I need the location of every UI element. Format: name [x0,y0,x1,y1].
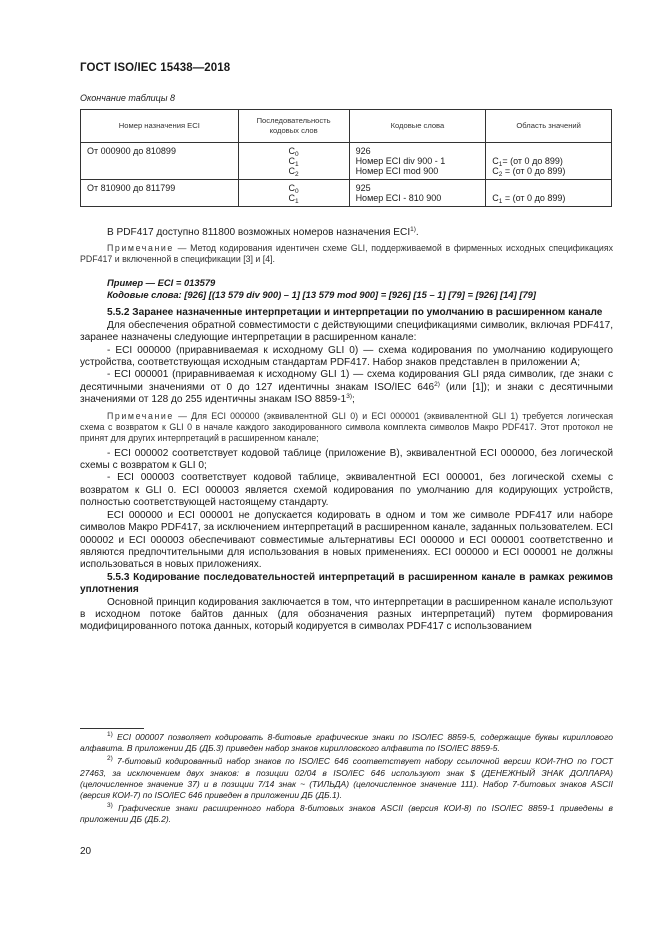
header-codewords: Кодовые слова [349,110,486,143]
table-header-row [81,110,612,143]
footnote-separator [80,728,144,729]
footnote: $^{2)}$ 7-битовый кодированный набор знаков по ISO/IEC 646 соответствует набору ссылочной версии КОИ-7НО по ГОСТ 27463, за исключением двух знаков: в позиции 02/04 в ISO/IEC 646 используют знак $ (ДЕНЕЖНЫЙ ЗНАК ДОЛЛАРА) (целочисленное значение 37) и в позиции 7/14 знак ~ (ТИЛЬДА) (целочисленное значение 111). Набор 7-битовых знаков ASCII (версия КОИ-7) по ISO/IEC 646 приведен в приложении ДБ (ДБ.1). [80,755,613,801]
note-paragraph: Примечание — Метод кодирования идентичен схеме GLI, поддерживаемой в фирменных исходных спецификациях PDF417 и включенной в спецификации [3] и [4]. [80,243,613,265]
example-codewords: Кодовые слова: [926] [(13 579 div 900) – 1] [13 579 mod 900] = [926] [15 – 1] [79] = [926] [14] [79] [107,289,537,301]
footnotes [80,732,613,828]
footnote: $^{1)}$ ECI 000007 позволяет кодировать 8-битовые графические знаки по ISO/IEC 8859-5, содержащие буквы кириллового алфавита. В приложении ДБ (ДБ.3) приведен набор знаков кирилловского алфавита по ISO/IEC 8859-5. [80,731,613,754]
note-paragraph: Примечание — Для ECI 000000 (эквивалентной GLI 0) и ECI 000001 (эквивалентной GLI 1) требуется логическая схема с возвратом к GLI 0 в начале каждого закодированного символа комплекта символов Макро PDF417. Этот протокол не принят для других интерпретаций в расширенном канале; [80,410,613,443]
table-caption: Окончание таблицы 8 [80,93,175,103]
eci-table [80,109,612,207]
cell-value-range: $C_1 = (от$ 0 до 899) [486,180,612,207]
list-item: - ECI 000001 (приравниваемая к исходному GLI 1) — схема кодирования GLI ряда символик, где знаки с десятичными значениями от 0 до 127 идентичны знакам ISO/IEC 646$^{2)}$ (или [1]); и знаки с десятичными значениями от 128 до 255 идентичны знакам ISO 8859-1$^{3)}$; [80,369,613,406]
paragraph: Для обеспечения обратной совместимости с действующими спецификациями символик, включая PDF417, заранее назначены следующие интерпретации в расширенном канале: [80,319,613,344]
footnote: $^{3)}$ Графические знаки расширенного набора 8-битовых знаков ASCII (версия КОИ-8) по ISO/IEC 8859-1 приведены в приложении ДБ (ДБ.2). [80,802,613,825]
cell-eci-number: От 810900 до 811799 [81,180,239,207]
paragraph: В PDF417 доступно 811800 возможных номеров назначения ECI$^{1)}$. [107,226,419,238]
cell-sequence: $C_0$ $C_1$ [238,180,349,207]
list-item: - ECI 000003 соответствует кодовой таблице, эквивалентной ECI 000001, без логической схемы с возвратом к GLI 0. ECI 000003 является схемой кодирования по умолчанию для кодирующих устройств, полностью соответствующей настоящему стандарту. [80,472,613,509]
body-text [80,227,613,634]
table-row [81,180,612,207]
page-number: 20 [80,846,92,857]
list-item: - ECI 000002 соответствует кодовой таблице (приложение В), эквивалентной ECI 000000, без логической схемы с возвратом к GLI 0; [80,447,613,472]
cell-codewords: 926 Номер ECI div 900 - 1 Номер ECI mod 900 [349,143,486,180]
document-header: ГОСТ ISO/IEC 15438—2018 [80,62,231,74]
section-heading-5-5-3: 5.5.3 Кодирование последовательностей интерпретаций в расширенном канале в рамках режимов уплотнения [80,571,613,596]
header-eci-number: Номер назначения ECI [81,110,239,143]
header-codeword-sequence: Последовательность кодовых слов [238,110,349,143]
example-line: Пример — ECI = 013579 [107,277,216,289]
paragraph: Основной принцип кодирования заключается в том, что интерпретации в расширенном канале используют в исходном потоке байтов данных (для обозначения разных интерпретаций) путем формирования модифицированного потока данных, который кодируется в символах PDF417 с использованием [80,596,613,633]
cell-eci-number: От 000900 до 810899 [81,143,239,180]
cell-sequence: $C_0$ $C_1$ $C_2$ [238,143,349,180]
header-value-range: Область значений [486,110,612,143]
cell-value-range: $C_1= (от$ 0 до 899) $C_2 = (от$ 0 до 899) [486,143,612,180]
cell-codewords: 925 Номер ECI - 810 900 [349,180,486,207]
paragraph: ECI 000000 и ECI 000001 не допускается кодировать в одном и том же символе PDF417 или наборе символов Макро PDF417, за исключением интерпретаций в расширенном канале, заданных пользователем. ECI 000002 и ECI 000003 обеспечивают совместимые альтернативы ECI 000000 и ECI 000001 соответственно и являются предпочтительными для использования в новых применениях. ECI 000000 и ECI 000001 не должны использоваться в новых приложениях. [80,509,613,571]
table-row [81,143,612,180]
section-heading-5-5-2: 5.5.2 Заранее назначенные интерпретации и интерпретации по умолчанию в расширенном канале [107,307,603,319]
list-item: - ECI 000000 (приравниваемая к исходному GLI 0) — схема кодирования по умолчанию кодирующего устройства, соответствующая исходным стандартам PDF417. Набор знаков представлен в приложении А; [80,344,613,369]
